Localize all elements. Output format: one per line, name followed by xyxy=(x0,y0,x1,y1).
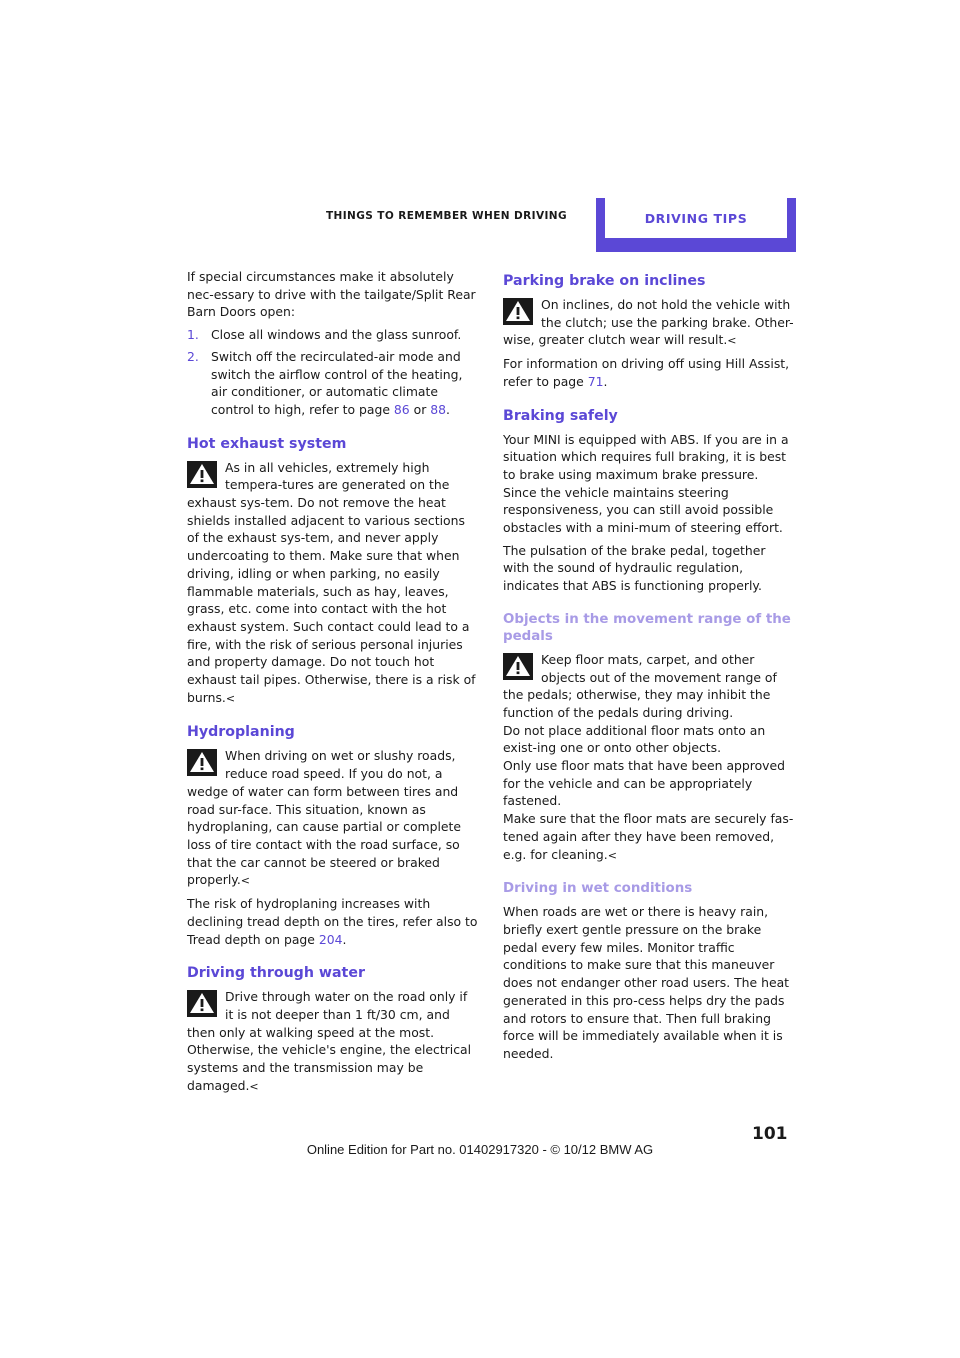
heading-driving-through-water: Driving through water xyxy=(187,965,365,982)
list-number: 2. xyxy=(187,348,199,364)
warning-hydroplaning: When driving on wet or slushy roads, reduce road speed. If you do not, a wedge of water can form between tires and road sur-face. This situation, known as hydroplaning, can cause partial or complete loss of tire contact with the road surface, so that the car cannot be steered or braked properly.< xyxy=(187,748,462,888)
chapter-tab xyxy=(596,198,796,252)
list-text: Switch off the recirculated-air mode and switch the airflow control of the heating, air conditioner, or automatic climate control to high, refer to page xyxy=(211,348,463,417)
warning-triangle-icon xyxy=(187,749,217,776)
page-link-71[interactable]: 71 xyxy=(587,373,604,389)
chapter-tab-label: DRIVING TIPS xyxy=(644,210,748,226)
warning-triangle-icon xyxy=(187,461,217,488)
end-mark: < xyxy=(607,848,617,862)
intro-paragraph: If special circumstances make it absolutely nec-essary to drive with the tailgate/Split Rear Barn Doors open: xyxy=(187,269,476,320)
heading-braking-safely: Braking safely xyxy=(503,407,618,424)
warning-hot-exhaust: As in all vehicles, extremely high tempera-tures are generated on the exhaust sys-tem. Do not remove the heat shields installed adjacent to various sections of the exhaust sys-tem, and never apply undercoating to them. Make sure that when driving, idling or when parking, no easily flammable materials, such as hay, leaves, grass, etc. come into contact with the hot exhaust system. Such contact could lead to a fire, with the risk of serious personal injuries and property damage. Do not touch hot exhaust tail pipes. Otherwise, there is a risk of burns.< xyxy=(187,459,476,705)
heading-hydroplaning: Hydroplaning xyxy=(187,724,295,741)
list-item: 2. Switch off the recirculated-air mode and switch the airflow control of the heating, air conditioner, or automatic climate control to high, refer to page 86 or 88. xyxy=(187,348,463,417)
end-mark: < xyxy=(240,874,251,888)
hill-assist-paragraph: For information on driving off using Hill Assist, refer to page 71. xyxy=(503,356,790,389)
page-link-88[interactable]: 88 xyxy=(430,401,447,417)
end-mark: < xyxy=(727,334,737,348)
steps-list xyxy=(187,326,479,419)
warning-triangle-icon xyxy=(503,653,533,680)
page-number: 101 xyxy=(752,1124,788,1144)
footer-edition: Online Edition for Part no. 01402917320 - © 10/12 BMW AG xyxy=(306,1142,654,1157)
warning-pedals: Keep floor mats, carpet, and other objects out of the movement range of the pedals; otherwise, they may inhibit the function of the pedals during driving. Do not place additional floor mats onto an exist-ing one or onto other objects. Only use floor mats that have been approved for the vehicle and can be appropriately fastened. Make sure that the floor mats are securely fas-tened again after they have been removed, e.g. for cleaning.< xyxy=(503,651,794,862)
page-link-204[interactable]: 204 xyxy=(318,931,343,947)
page-link-86[interactable]: 86 xyxy=(393,401,410,417)
list-number: 1. xyxy=(187,327,199,343)
braking-paragraph-1: Your MINI is equipped with ABS. If you are in a situation which requires full braking, it is best to brake using maximum brake pressure. Since the vehicle maintains steering responsiveness, you can still avoid possible obstacles with a mini-mum of steering effort. xyxy=(503,431,789,536)
heading-parking-brake-inclines: Parking brake on inclines xyxy=(503,273,706,289)
warning-triangle-icon xyxy=(503,298,533,325)
right-column xyxy=(503,268,795,1068)
hydroplaning-paragraph: The risk of hydroplaning increases with declining tread depth on the tires, refer also to Tread depth on page 204. xyxy=(187,896,478,947)
wet-conditions-paragraph: When roads are wet or there is heavy rain, briefly exert gentle pressure on the brake pedal every few miles. Monitor traffic conditions to make sure that this maneuver does not endanger other road users. The heat generated in this pro-cess helps dry the pads and rotors to ensure that. Then full braking force will be immediately available when it is needed. xyxy=(503,904,790,1061)
list-item xyxy=(187,326,479,344)
warning-driving-through-water: Drive through water on the road only if it is not deeper than 1 ft/30 cm, and then only at walking speed at the most. Otherwise, the vehicle's engine, the electrical systems and the transmission may be damaged.< xyxy=(187,989,472,1093)
warning-parking-brake: On inclines, do not hold the vehicle with the clutch; use the parking brake. Other-wise, greater clutch wear will result.< xyxy=(503,297,794,348)
end-mark: < xyxy=(225,691,236,705)
heading-wet-conditions: Driving in wet conditions xyxy=(503,881,693,897)
heading-objects-pedals: Objects in the movement range of the pedals xyxy=(503,611,791,644)
list-text: Close all windows and the glass sunroof. xyxy=(211,327,462,343)
left-column xyxy=(187,268,479,1100)
heading-hot-exhaust: Hot exhaust system xyxy=(187,435,347,452)
running-header-section: THINGS TO REMEMBER WHEN DRIVING xyxy=(325,210,567,222)
end-mark: < xyxy=(249,1079,259,1093)
braking-paragraph-2: The pulsation of the brake pedal, together with the sound of hydraulic regulation, indicates that ABS is functioning properly. xyxy=(503,542,766,594)
warning-triangle-icon xyxy=(187,990,217,1017)
